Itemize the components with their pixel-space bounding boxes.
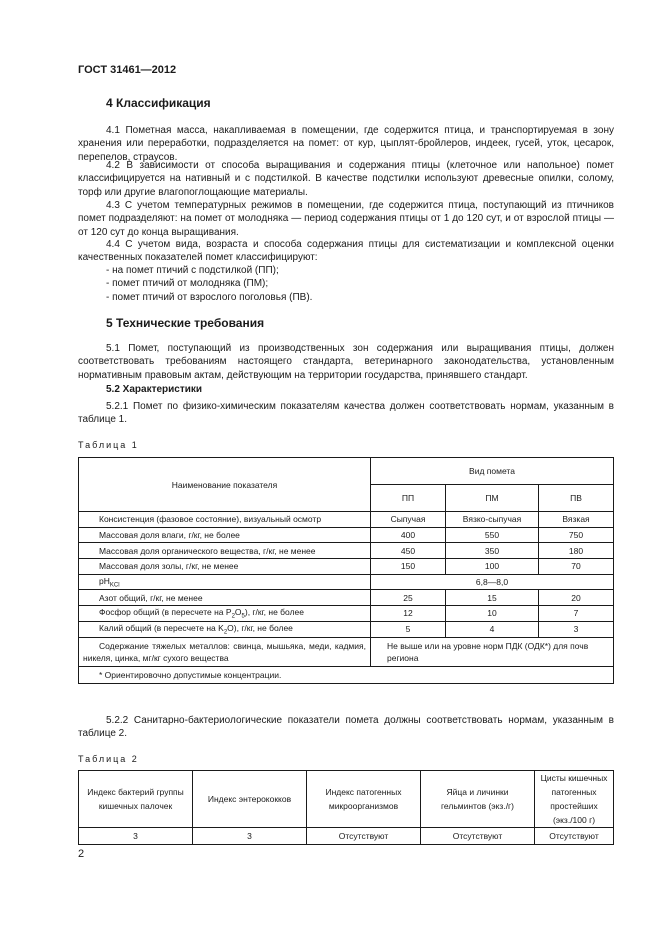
row-name: Консистенция (фазовое состояние), визуальный осмотр <box>79 512 371 528</box>
subsection-5-2-title: 5.2 Характеристики <box>106 384 203 395</box>
text-part: Фосфор общий (в пересчете на P <box>99 607 232 618</box>
text-part: ), г/кг, не более <box>244 607 305 618</box>
cell-pv: 180 <box>539 543 614 559</box>
subscript: 5 <box>241 613 245 620</box>
row-name: Массовая доля золы, г/кг, не менее <box>79 559 371 575</box>
cell-ph-value: 6,8—8,0 <box>371 574 614 590</box>
cell-metals-value: Не выше или на уровне норм ПДК (ОДК*) для почв региона <box>371 637 614 666</box>
table-row <box>79 527 614 543</box>
subscript: 2 <box>223 629 228 636</box>
row-name-ph <box>79 574 371 590</box>
cell-pp: 25 <box>371 590 446 606</box>
cell-pp: Сыпучая <box>371 512 446 528</box>
table-footnote: * Ориентировочно допустимые концентрации. <box>79 666 614 683</box>
cell-pp: 150 <box>371 559 446 575</box>
cell-pm: 4 <box>446 621 539 637</box>
paragraph-5-2-2: 5.2.2 Санитарно-бактериологические показатели помета должны соответствовать нормам, указанным в таблице 2. <box>78 715 614 740</box>
column-header: Цисты кишечных патогенных простейших (экз./100 г) <box>535 771 614 828</box>
column-header: Индекс патогенных микроорганизмов <box>307 771 421 828</box>
column-header-group: Вид помета <box>371 458 614 485</box>
table-row <box>79 543 614 559</box>
table-row <box>79 590 614 606</box>
text-part: Калий общий (в пересчете на K <box>99 622 224 633</box>
cell-pp: 400 <box>371 527 446 543</box>
table-row <box>79 574 614 590</box>
table-cell: Отсутствуют <box>421 828 535 845</box>
classification-list <box>106 264 606 304</box>
cell-pp: 12 <box>371 606 446 622</box>
document-header: ГОСТ 31461—2012 <box>78 64 177 76</box>
list-item: - на помет птичий с подстилкой (ПП); <box>106 265 279 276</box>
cell-pm: 100 <box>446 559 539 575</box>
table-row <box>79 512 614 528</box>
subscript: 2 <box>231 613 235 620</box>
column-header: Яйца и личинки гельминтов (экз./г) <box>421 771 535 828</box>
column-header: Индекс бактерий группы кишечных палочек <box>79 771 193 828</box>
paragraph-4-2: 4.2 В зависимости от способа выращивания и содержания птицы (клеточное или напольное) помет классифицируется на нативный и с подстилкой. В качестве подстилки используют древесные опилки, солому, торф или другие влагопоглощающие материалы. <box>78 160 614 198</box>
cell-pp: 450 <box>371 543 446 559</box>
row-name-phosphorus <box>79 606 371 622</box>
cell-pm: 550 <box>446 527 539 543</box>
section-4-title: 4 Классификация <box>106 96 211 110</box>
ph-subscript: KCl <box>109 582 120 589</box>
table-2-caption: Таблица 2 <box>78 754 139 764</box>
page-number: 2 <box>78 848 85 860</box>
column-header-name: Наименование показателя <box>79 458 371 512</box>
cell-pv: 20 <box>539 590 614 606</box>
column-header-pp: ПП <box>371 485 446 512</box>
table-row <box>79 637 614 666</box>
table-footnote-row <box>79 666 614 683</box>
list-item: - помет птичий от молодняка (ПМ); <box>106 278 269 290</box>
cell-pv: 70 <box>539 559 614 575</box>
paragraph-4-4: 4.4 С учетом вида, возраста и способа содержания птицы для систематизации и комплексной оценки качественных показателей помет классифицируют: <box>78 239 614 264</box>
paragraph-5-1: 5.1 Помет, поступающий из производственных зон содержания или выращивания птицы, должен соответствовать требованиям настоящего стандарта, ветеринарного законодательства, установленным нормативным правовым актам, действующим на территории государства, принявшего стандарт. <box>78 343 614 381</box>
cell-pv: 7 <box>539 606 614 622</box>
table-row <box>79 621 614 637</box>
cell-pm: 15 <box>446 590 539 606</box>
table-row <box>79 828 614 845</box>
column-header-pv: ПВ <box>539 485 614 512</box>
cell-pm: Вязко-сыпучая <box>446 512 539 528</box>
section-5-title: 5 Технические требования <box>106 316 265 330</box>
column-header-pm: ПМ <box>446 485 539 512</box>
paragraph-5-2-1: 5.2.1 Помет по физико-химическим показателям качества должен соответствовать нормам, указанным в таблице 1. <box>78 401 614 426</box>
cell-pv: 3 <box>539 621 614 637</box>
ph-label: pH <box>99 575 110 586</box>
text-part: O), г/кг, не более <box>227 622 293 633</box>
cell-pm: 350 <box>446 543 539 559</box>
table-cell: 3 <box>193 828 307 845</box>
paragraph-4-3: 4.3 С учетом температурных режимов в помещении, где содержится птица, поступающий из птичников помет подразделяют: на помет от молодняка — период содержания птицы от 1 до 120 сут, и от взрослой птицы — от 120 сут до конца выращивания. <box>78 200 614 238</box>
text-part: O <box>234 607 242 618</box>
column-header: Индекс энтерококков <box>193 771 307 828</box>
row-name: Массовая доля влаги, г/кг, не более <box>79 527 371 543</box>
row-name-potassium <box>79 621 371 637</box>
cell-pv: 750 <box>539 527 614 543</box>
list-item: - помет птичий от взрослого поголовья (ПВ). <box>106 291 313 303</box>
paragraph-4-1: 4.1 Пометная масса, накапливаемая в помещении, где содержится птица, и транспортируемая в зону хранения или переработки, подразделяется на помет: от кур, цыплят-бройлеров, индеек, гусей, уток, цесарок, перепелов, страусов. <box>78 125 614 163</box>
table-cell: Отсутствуют <box>535 828 614 845</box>
table-1 <box>78 457 614 684</box>
table-row <box>79 559 614 575</box>
table-cell: 3 <box>79 828 193 845</box>
table-2 <box>78 770 614 845</box>
row-name: Массовая доля органического вещества, г/кг, не менее <box>79 543 371 559</box>
cell-pp: 5 <box>371 621 446 637</box>
row-name: Азот общий, г/кг, не менее <box>79 590 371 606</box>
table-cell: Отсутствуют <box>307 828 421 845</box>
row-name-metals: Содержание тяжелых металлов: свинца, мышьяка, меди, кадмия, никеля, цинка, мг/кг сухого вещества <box>79 637 371 666</box>
table-row <box>79 606 614 622</box>
cell-pm: 10 <box>446 606 539 622</box>
table-1-caption: Таблица 1 <box>78 440 139 450</box>
cell-pv: Вязкая <box>539 512 614 528</box>
